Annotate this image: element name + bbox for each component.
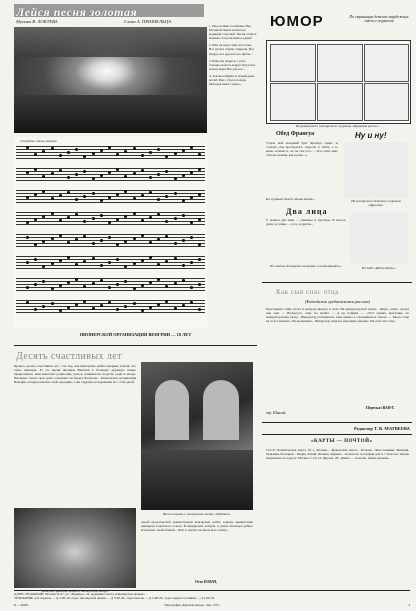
note-head bbox=[116, 168, 119, 171]
comic-panel bbox=[317, 44, 363, 82]
issue-code: Б — 00201 bbox=[14, 603, 29, 607]
note-head bbox=[157, 278, 160, 281]
note-head bbox=[67, 176, 70, 179]
note-head bbox=[141, 169, 144, 172]
humor-subtitle: По страницам детских зарубежных газет и журналов bbox=[349, 15, 409, 24]
note-head bbox=[108, 261, 111, 264]
humor-title: ЮМОР bbox=[270, 13, 324, 30]
note-head bbox=[182, 199, 185, 202]
staff-line bbox=[16, 168, 205, 180]
note-head bbox=[67, 191, 70, 194]
note-head bbox=[116, 283, 119, 286]
note-head bbox=[133, 147, 136, 150]
cartoon-title: Ну и ну! bbox=[355, 131, 387, 140]
note-head bbox=[190, 196, 193, 199]
note-head bbox=[190, 171, 193, 174]
note-head bbox=[75, 303, 78, 306]
section-divider bbox=[262, 434, 412, 435]
note-head bbox=[190, 236, 193, 239]
note-head bbox=[51, 302, 54, 305]
note-head bbox=[75, 198, 78, 201]
note-head bbox=[34, 153, 37, 156]
note-head bbox=[108, 301, 111, 304]
camp-arch-photo bbox=[141, 362, 253, 510]
right-photo-caption: Весело играть в пионерском лагере «Пайташ». bbox=[162, 512, 232, 516]
footer-bottom bbox=[14, 603, 410, 607]
photo-trees bbox=[14, 27, 207, 57]
footer-rule bbox=[14, 590, 410, 591]
note-head bbox=[157, 238, 160, 241]
note-head bbox=[149, 241, 152, 244]
song-verses bbox=[209, 24, 257, 222]
note-head bbox=[157, 148, 160, 151]
note-head bbox=[92, 217, 95, 220]
note-head bbox=[157, 263, 160, 266]
music-credit: Музыка В. ЛОКТЕВА bbox=[16, 19, 58, 24]
note-head bbox=[190, 261, 193, 264]
note-head bbox=[26, 221, 29, 224]
editor-credit: Редактор Т. В. МАТВЕЕВА bbox=[353, 426, 410, 431]
note-head bbox=[108, 221, 111, 224]
comic-caption: Из румынского пионерского журнала «Кравата роcие». bbox=[295, 124, 380, 128]
note-head bbox=[174, 152, 177, 155]
note-head bbox=[182, 304, 185, 307]
tempo-mark: Спокойно, очень ласково bbox=[20, 139, 57, 143]
note-head bbox=[190, 301, 193, 304]
note-head bbox=[100, 199, 103, 202]
note-head bbox=[141, 309, 144, 312]
two-faces-text: У Алекса два лица — смешное и грустное. В классе, дома, на улице — и те, и другие... bbox=[266, 218, 346, 227]
note-head bbox=[198, 258, 201, 261]
cannon-cartoon-caption: Из ГДР «АБЦ цейтунг» bbox=[361, 266, 397, 270]
note-head bbox=[26, 261, 29, 264]
note-head bbox=[26, 146, 29, 149]
page-number: 4 bbox=[408, 603, 410, 607]
note-head bbox=[51, 197, 54, 200]
note-head bbox=[92, 282, 95, 285]
note-head bbox=[67, 281, 70, 284]
song-verse: 1. Над полями голубыми, Над Москвой Лейся песня над родимой стороной. Песня отчая и звонкая, Золотая наша родина! bbox=[209, 24, 257, 41]
note-head bbox=[116, 153, 119, 156]
note-head bbox=[75, 173, 78, 176]
note-head bbox=[141, 194, 144, 197]
print-info: Типография «Красная звезда». Зак. 1372. bbox=[164, 603, 220, 607]
right-cartoon bbox=[344, 142, 408, 198]
comic-panel bbox=[270, 83, 316, 121]
note-head bbox=[34, 308, 37, 311]
note-head bbox=[141, 219, 144, 222]
note-head bbox=[149, 191, 152, 194]
section-divider bbox=[262, 282, 412, 283]
note-head bbox=[92, 242, 95, 245]
note-head bbox=[149, 256, 152, 259]
note-head bbox=[174, 282, 177, 285]
note-head bbox=[75, 263, 78, 266]
note-head bbox=[26, 236, 29, 239]
note-head bbox=[174, 217, 177, 220]
two-faces-credit: Из газеты болгарских пионеров «Септемврийче». bbox=[269, 264, 343, 268]
note-head bbox=[51, 147, 54, 150]
note-head bbox=[59, 154, 62, 157]
note-head bbox=[100, 304, 103, 307]
song-title: Лейся песня золотая bbox=[16, 5, 138, 19]
note-head bbox=[182, 174, 185, 177]
song-verse: 4. Так мы пойдём, и новый день встаёт Мы с утра в походе Молодая наша страна... bbox=[209, 73, 255, 87]
note-head bbox=[157, 173, 160, 176]
note-head bbox=[141, 259, 144, 262]
mail-title: «КАРТЫ — ПОЧТОЙ» bbox=[311, 439, 373, 444]
note-head bbox=[100, 214, 103, 217]
note-head bbox=[51, 287, 54, 290]
note-head bbox=[182, 279, 185, 282]
note-head bbox=[149, 151, 152, 154]
article-continuation: одной пролетарской демонстрации венгерских ребят, горячее приветствие пионерам Советского Союза. В пионерских лагерях, в домах пионеров ребята встречают свой юбилей... Поёт и звучит песня на всю страну... bbox=[141, 520, 253, 533]
note-head bbox=[157, 198, 160, 201]
article-author: Отто КОВАЧ, bbox=[195, 580, 218, 584]
note-head bbox=[59, 259, 62, 262]
note-head bbox=[116, 193, 119, 196]
note-head bbox=[116, 258, 119, 261]
note-head bbox=[174, 307, 177, 310]
note-head bbox=[149, 306, 152, 309]
note-head bbox=[133, 212, 136, 215]
comic-panel bbox=[364, 44, 409, 82]
note-head bbox=[59, 169, 62, 172]
note-head bbox=[100, 149, 103, 152]
note-head bbox=[149, 176, 152, 179]
note-head bbox=[92, 177, 95, 180]
note-head bbox=[51, 262, 54, 265]
note-head bbox=[59, 194, 62, 197]
right-cartoon-caption: Из венгерского детского журнала «Дружба». bbox=[351, 199, 401, 207]
section-divider bbox=[14, 345, 257, 346]
photo-children bbox=[141, 450, 253, 510]
story-author: Пересказ ВАН-Г. bbox=[366, 406, 395, 410]
poem-title: Обед Франсуа bbox=[276, 131, 315, 137]
note-head bbox=[198, 153, 201, 156]
note-head bbox=[100, 174, 103, 177]
photo-arch bbox=[155, 380, 189, 440]
note-head bbox=[100, 264, 103, 267]
story-title: Как сын спас отца bbox=[276, 289, 339, 296]
children-group-photo bbox=[14, 508, 136, 588]
comic-panel bbox=[364, 83, 409, 121]
note-head bbox=[182, 264, 185, 267]
photo-arch bbox=[203, 380, 239, 440]
words-credit: Слова А. ПРИШЕЛЬЦА bbox=[124, 19, 171, 24]
note-head bbox=[67, 216, 70, 219]
note-head bbox=[67, 241, 70, 244]
note-head bbox=[198, 243, 201, 246]
note-head bbox=[133, 237, 136, 240]
note-head bbox=[34, 258, 37, 261]
note-head bbox=[149, 216, 152, 219]
note-head bbox=[198, 308, 201, 311]
note-head bbox=[133, 172, 136, 175]
score-caption: ПИОНЕРСКОЙ ОРГАНИЗАЦИИ ВЕНГРИИ — 10 ЛЕТ bbox=[79, 332, 192, 337]
note-head bbox=[75, 278, 78, 281]
poem-text: Утром мой младший брат Франсуа сидит за столом: «Ты проснулся?» спросил я. «Ешь, а то каша остынет!» «А ты сам-то?» — И в ответ мне: «Ты же знаешь, как я рано...» bbox=[266, 141, 338, 158]
note-head bbox=[51, 237, 54, 240]
note-head bbox=[133, 302, 136, 305]
note-head bbox=[75, 238, 78, 241]
note-head bbox=[51, 212, 54, 215]
note-head bbox=[182, 239, 185, 242]
note-head bbox=[92, 152, 95, 155]
note-head bbox=[190, 146, 193, 149]
note-head bbox=[108, 236, 111, 239]
mail-body: СССР. Политическая карта: №1, Москва... физическая карта... Польша, Чехословакия, Венгрия, Румыния, Болгария... Индия, Китай, Япония, Африка... Атласы по географии для 5–7 классов. Заказы направлять по адресу: Москва, Г-19, ул. Фрунзе, 28, «Книга — почтой». Цены указаны... bbox=[266, 448, 409, 461]
music-score bbox=[14, 137, 207, 329]
story-translator: пер. Шангай. bbox=[266, 411, 287, 415]
cannon-cartoon bbox=[350, 212, 408, 264]
note-head bbox=[149, 281, 152, 284]
note-head bbox=[59, 309, 62, 312]
footer-phones: ТЕЛЕФОНЫ: для справок — Д 3-00-10, отдел пионерской жизни — Д 3-00-40, отдел школы — Д 3-00-29, отдел науки и техники — Д 3-00-33. bbox=[14, 596, 215, 600]
note-head bbox=[198, 193, 201, 196]
note-head bbox=[141, 284, 144, 287]
article-body: Прошло десять счастливых лет с тех пор, как венгерские ребята впервые узнали, что такое пионеры. За это время пионеры Венгрии в большую дружную семью превратились. Они помогают родителям, учатся, занимаются спортом, ездят в лагеря. Пионеры строят свои дома, отдыхают на берегу Балатона... Пионерская организация Венгрии сегодня отмечает свой праздник, а мы сердечно поздравляем её с этой датой. bbox=[14, 364, 136, 385]
note-head bbox=[92, 257, 95, 260]
song-verse: 2. Нам не надо спать все ночи, Все пути в стране открыты. Все вокруг, все дороги, все цветы... bbox=[209, 43, 254, 56]
note-head bbox=[67, 151, 70, 154]
comic-strip bbox=[266, 40, 411, 124]
note-head bbox=[182, 149, 185, 152]
note-head bbox=[198, 283, 201, 286]
note-head bbox=[34, 218, 37, 221]
poem-credit: Из журнала детей «Белая звезда». bbox=[266, 197, 315, 201]
comic-panel bbox=[270, 44, 316, 82]
note-head bbox=[100, 279, 103, 282]
note-head bbox=[182, 214, 185, 217]
note-head bbox=[116, 243, 119, 246]
note-head bbox=[116, 218, 119, 221]
note-head bbox=[59, 284, 62, 287]
footer-address: АДРЕС РЕДАКЦИИ: Москва, Б-67, ул. «Правды», 24, редакция газеты «Пионерская правда». bbox=[14, 592, 146, 596]
note-head bbox=[67, 306, 70, 309]
note-head bbox=[34, 193, 37, 196]
note-head bbox=[75, 148, 78, 151]
note-head bbox=[51, 172, 54, 175]
note-head bbox=[174, 177, 177, 180]
note-head bbox=[75, 213, 78, 216]
pioneer-campfire-photo bbox=[14, 27, 207, 133]
note-head bbox=[174, 192, 177, 195]
note-head bbox=[174, 257, 177, 260]
article-title: Десять счастливых лет bbox=[16, 351, 122, 362]
note-head bbox=[133, 287, 136, 290]
note-head bbox=[108, 196, 111, 199]
note-head bbox=[157, 213, 160, 216]
note-head bbox=[190, 221, 193, 224]
note-head bbox=[26, 286, 29, 289]
left-photo-caption: Детский праздник ребят в пионерском лагере. bbox=[41, 589, 109, 593]
note-head bbox=[34, 168, 37, 171]
note-head bbox=[133, 197, 136, 200]
note-head bbox=[59, 234, 62, 237]
story-body: Крестьянин тайно встал и вечером выехал в поле. На императорской земле... «Беда, отец!» сказал ему сын. — Неспроста, отец, ты пошёл. — А ну, пойдём. — «Этот мужик, крестьяне, по императорскому указу... Император разгневался. Сын вышел к стражникам и сказал: — Моего отца не за что казнить. Он не виноват... Император повелел наградить юношу. Так сын спас отца. bbox=[266, 307, 409, 324]
note-head bbox=[92, 192, 95, 195]
note-head bbox=[59, 219, 62, 222]
note-head bbox=[67, 256, 70, 259]
note-head bbox=[108, 146, 111, 149]
note-head bbox=[133, 262, 136, 265]
note-head bbox=[26, 171, 29, 174]
note-head bbox=[141, 234, 144, 237]
note-head bbox=[34, 283, 37, 286]
comic-panel bbox=[317, 83, 363, 121]
note-head bbox=[198, 218, 201, 221]
note-head bbox=[157, 303, 160, 306]
note-head bbox=[108, 171, 111, 174]
two-faces-title: Два лица bbox=[286, 207, 328, 216]
photo-crowd bbox=[14, 95, 207, 133]
section-divider bbox=[262, 422, 412, 423]
note-head bbox=[34, 243, 37, 246]
note-head bbox=[141, 154, 144, 157]
song-verse: 3. Шли мы жарко и с утра Сколько нового вокруг. Кругом и поля и море Все для нас... bbox=[209, 58, 256, 71]
note-head bbox=[100, 239, 103, 242]
note-head bbox=[116, 308, 119, 311]
note-head bbox=[174, 242, 177, 245]
note-head bbox=[26, 301, 29, 304]
note-head bbox=[92, 307, 95, 310]
note-head bbox=[198, 168, 201, 171]
note-head bbox=[190, 286, 193, 289]
note-head bbox=[108, 286, 111, 289]
note-head bbox=[26, 196, 29, 199]
story-subtitle: (Китайская средневековая рассказ) bbox=[304, 299, 371, 304]
